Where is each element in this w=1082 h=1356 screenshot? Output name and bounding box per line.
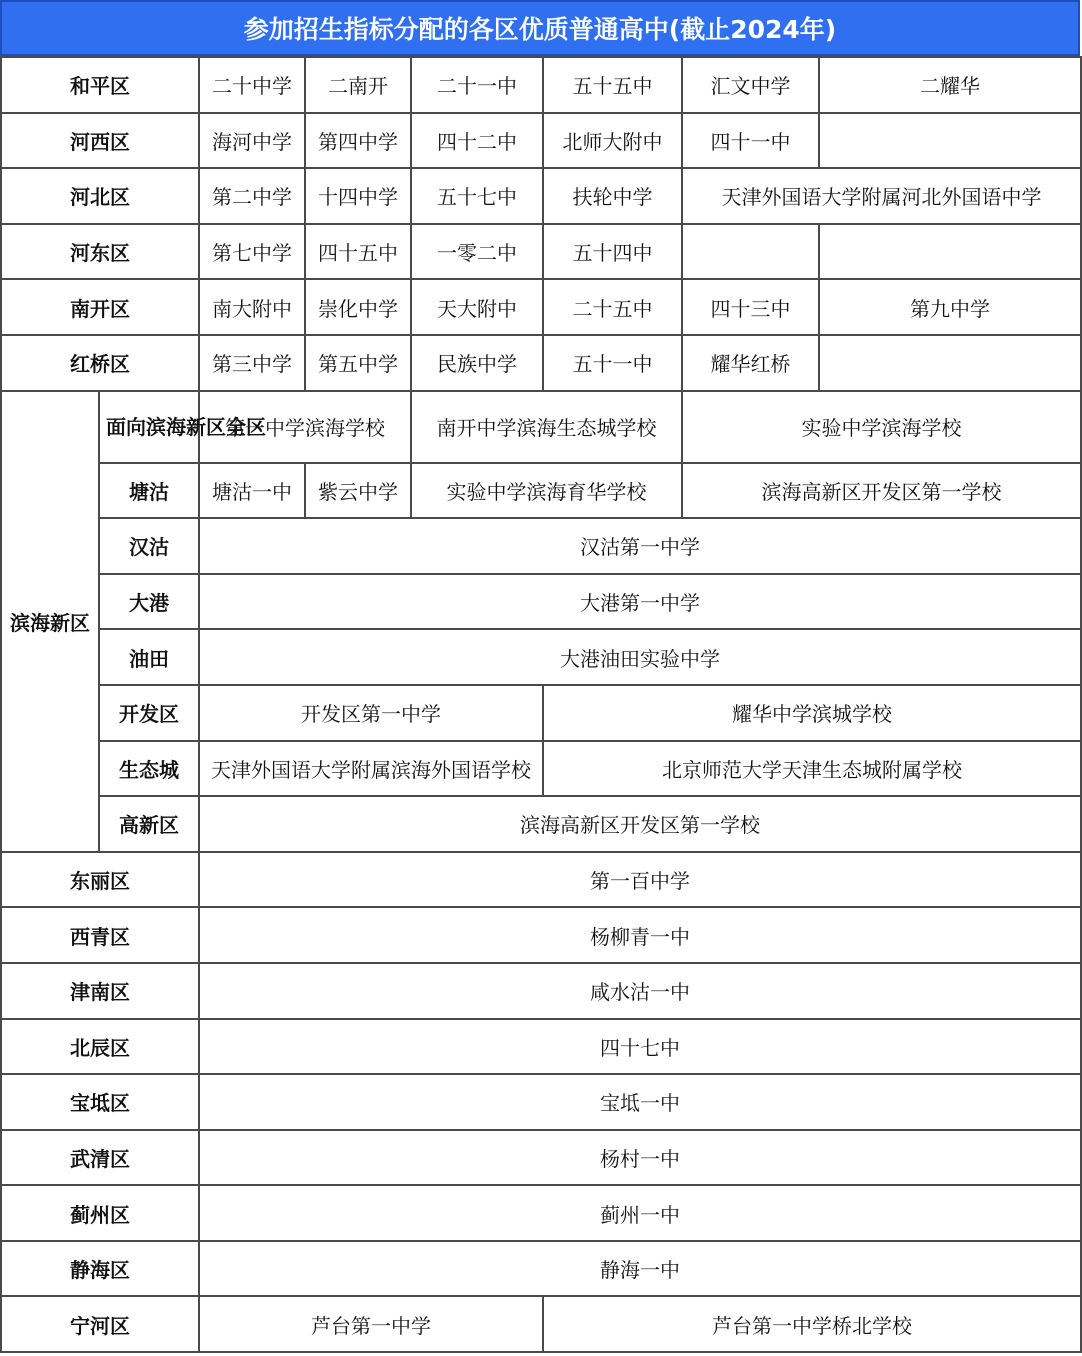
- table-row: [1, 685, 1081, 741]
- school-cell: 第二中学: [199, 168, 305, 224]
- table-row: [1, 518, 1081, 574]
- school-cell: 第五中学: [305, 335, 411, 391]
- school-cell: 崇化中学: [305, 279, 411, 335]
- district-cell: 北辰区: [1, 1019, 199, 1075]
- district-cell: 和平区: [1, 57, 199, 113]
- school-cell: 杨村一中: [199, 1130, 1081, 1186]
- school-cell: 扶轮中学: [543, 168, 682, 224]
- subdistrict-cell: 汉沽: [99, 518, 199, 574]
- empty-cell: [819, 335, 1081, 391]
- school-cell: 天大附中: [411, 279, 543, 335]
- school-cell: 开发区第一中学: [199, 685, 543, 741]
- table-row: [1, 852, 1081, 908]
- school-cell: 汉沽第一中学: [199, 518, 1081, 574]
- school-cell: 芦台第一中学: [199, 1296, 543, 1352]
- subdistrict-cell: 开发区: [99, 685, 199, 741]
- school-cell: 四十三中: [682, 279, 819, 335]
- school-cell: 滨海高新区开发区第一学校: [682, 463, 1081, 519]
- school-cell: 耀华红桥: [682, 335, 819, 391]
- school-cell: 第九中学: [819, 279, 1081, 335]
- table-row: [1, 796, 1081, 852]
- table-row: [1, 1074, 1081, 1130]
- table-row: [1, 629, 1081, 685]
- district-cell: 蓟州区: [1, 1185, 199, 1241]
- district-cell: 津南区: [1, 963, 199, 1019]
- school-cell: 大港第一中学: [199, 574, 1081, 630]
- school-cell: 汇文中学: [682, 57, 819, 113]
- school-cell: 五十七中: [411, 168, 543, 224]
- district-cell: 河北区: [1, 168, 199, 224]
- table-row: [1, 463, 1081, 519]
- table-row: [1, 335, 1081, 391]
- school-cell: 五十四中: [543, 224, 682, 280]
- school-cell: 静海一中: [199, 1241, 1081, 1297]
- school-cell: 第四中学: [305, 113, 411, 169]
- school-cell: 四十五中: [305, 224, 411, 280]
- school-cell: 民族中学: [411, 335, 543, 391]
- school-cell: 南开中学滨海生态城学校: [411, 391, 682, 463]
- school-cell: 北师大附中: [543, 113, 682, 169]
- table-row: [1, 741, 1081, 797]
- district-cell: 武清区: [1, 1130, 199, 1186]
- school-cell: 五十一中: [543, 335, 682, 391]
- district-cell: 滨海新区: [1, 391, 99, 852]
- district-cell: 东丽区: [1, 852, 199, 908]
- school-cell: 二耀华: [819, 57, 1081, 113]
- table-row: [1, 1185, 1081, 1241]
- school-cell: 实验中学滨海学校: [682, 391, 1081, 463]
- school-cell: 杨柳青一中: [199, 907, 1081, 963]
- subdistrict-cell: 生态城: [99, 741, 199, 797]
- table-row: [1, 279, 1081, 335]
- school-cell: 四十二中: [411, 113, 543, 169]
- empty-cell: [819, 224, 1081, 280]
- school-cell: 芦台第一中学桥北学校: [543, 1296, 1081, 1352]
- table-row: [1, 907, 1081, 963]
- subdistrict-cell: 大港: [99, 574, 199, 630]
- empty-cell: [819, 113, 1081, 169]
- school-cell: 实验中学滨海育华学校: [411, 463, 682, 519]
- subdistrict-cell: 面向滨海新区全区: [99, 391, 199, 463]
- school-cell: 耀华中学滨城学校: [543, 685, 1081, 741]
- district-cell: 静海区: [1, 1241, 199, 1297]
- table-row: [1, 224, 1081, 280]
- school-cell: 四十一中: [682, 113, 819, 169]
- school-cell: 南大附中: [199, 279, 305, 335]
- district-cell: 宝坻区: [1, 1074, 199, 1130]
- school-allocation-table: [0, 56, 1082, 1353]
- school-cell: 第一百中学: [199, 852, 1081, 908]
- district-cell: 河西区: [1, 113, 199, 169]
- district-cell: 西青区: [1, 907, 199, 963]
- school-cell: 二十中学: [199, 57, 305, 113]
- school-cell: 十四中学: [305, 168, 411, 224]
- subdistrict-cell: 高新区: [99, 796, 199, 852]
- school-cell: 宝坻一中: [199, 1074, 1081, 1130]
- school-cell: 天津外国语大学附属滨海外国语学校: [199, 741, 543, 797]
- subdistrict-cell: 塘沽: [99, 463, 199, 519]
- school-cell: 五十五中: [543, 57, 682, 113]
- district-cell: 河东区: [1, 224, 199, 280]
- table-row: [1, 574, 1081, 630]
- school-cell: 滨海高新区开发区第一学校: [199, 796, 1081, 852]
- subdistrict-cell: 油田: [99, 629, 199, 685]
- school-cell: 第三中学: [199, 335, 305, 391]
- school-cell: 大港油田实验中学: [199, 629, 1081, 685]
- table-title: 参加招生指标分配的各区优质普通高中(截止2024年): [0, 0, 1080, 56]
- school-cell: 北京师范大学天津生态城附属学校: [543, 741, 1081, 797]
- table-row: [1, 963, 1081, 1019]
- school-cell: 一零二中: [411, 224, 543, 280]
- school-cell: 四十七中: [199, 1019, 1081, 1075]
- school-cell: 紫云中学: [305, 463, 411, 519]
- district-cell: 南开区: [1, 279, 199, 335]
- school-cell: 塘沽一中: [199, 463, 305, 519]
- school-cell: 蓟州一中: [199, 1185, 1081, 1241]
- table-row: [1, 1296, 1081, 1352]
- table-row: [1, 113, 1081, 169]
- school-cell: 二南开: [305, 57, 411, 113]
- table-row: [1, 168, 1081, 224]
- school-cell: 天津外国语大学附属河北外国语中学: [682, 168, 1081, 224]
- district-cell: 红桥区: [1, 335, 199, 391]
- school-cell: 二十五中: [543, 279, 682, 335]
- school-cell: 咸水沽一中: [199, 963, 1081, 1019]
- school-cell: 第一中学滨海学校: [199, 391, 411, 463]
- table-row: [1, 57, 1081, 113]
- table-row: [1, 1241, 1081, 1297]
- empty-cell: [682, 224, 819, 280]
- district-cell: 宁河区: [1, 1296, 199, 1352]
- table-row: [1, 391, 1081, 463]
- school-cell: 海河中学: [199, 113, 305, 169]
- school-cell: 二十一中: [411, 57, 543, 113]
- table-row: [1, 1130, 1081, 1186]
- table-row: [1, 1019, 1081, 1075]
- school-cell: 第七中学: [199, 224, 305, 280]
